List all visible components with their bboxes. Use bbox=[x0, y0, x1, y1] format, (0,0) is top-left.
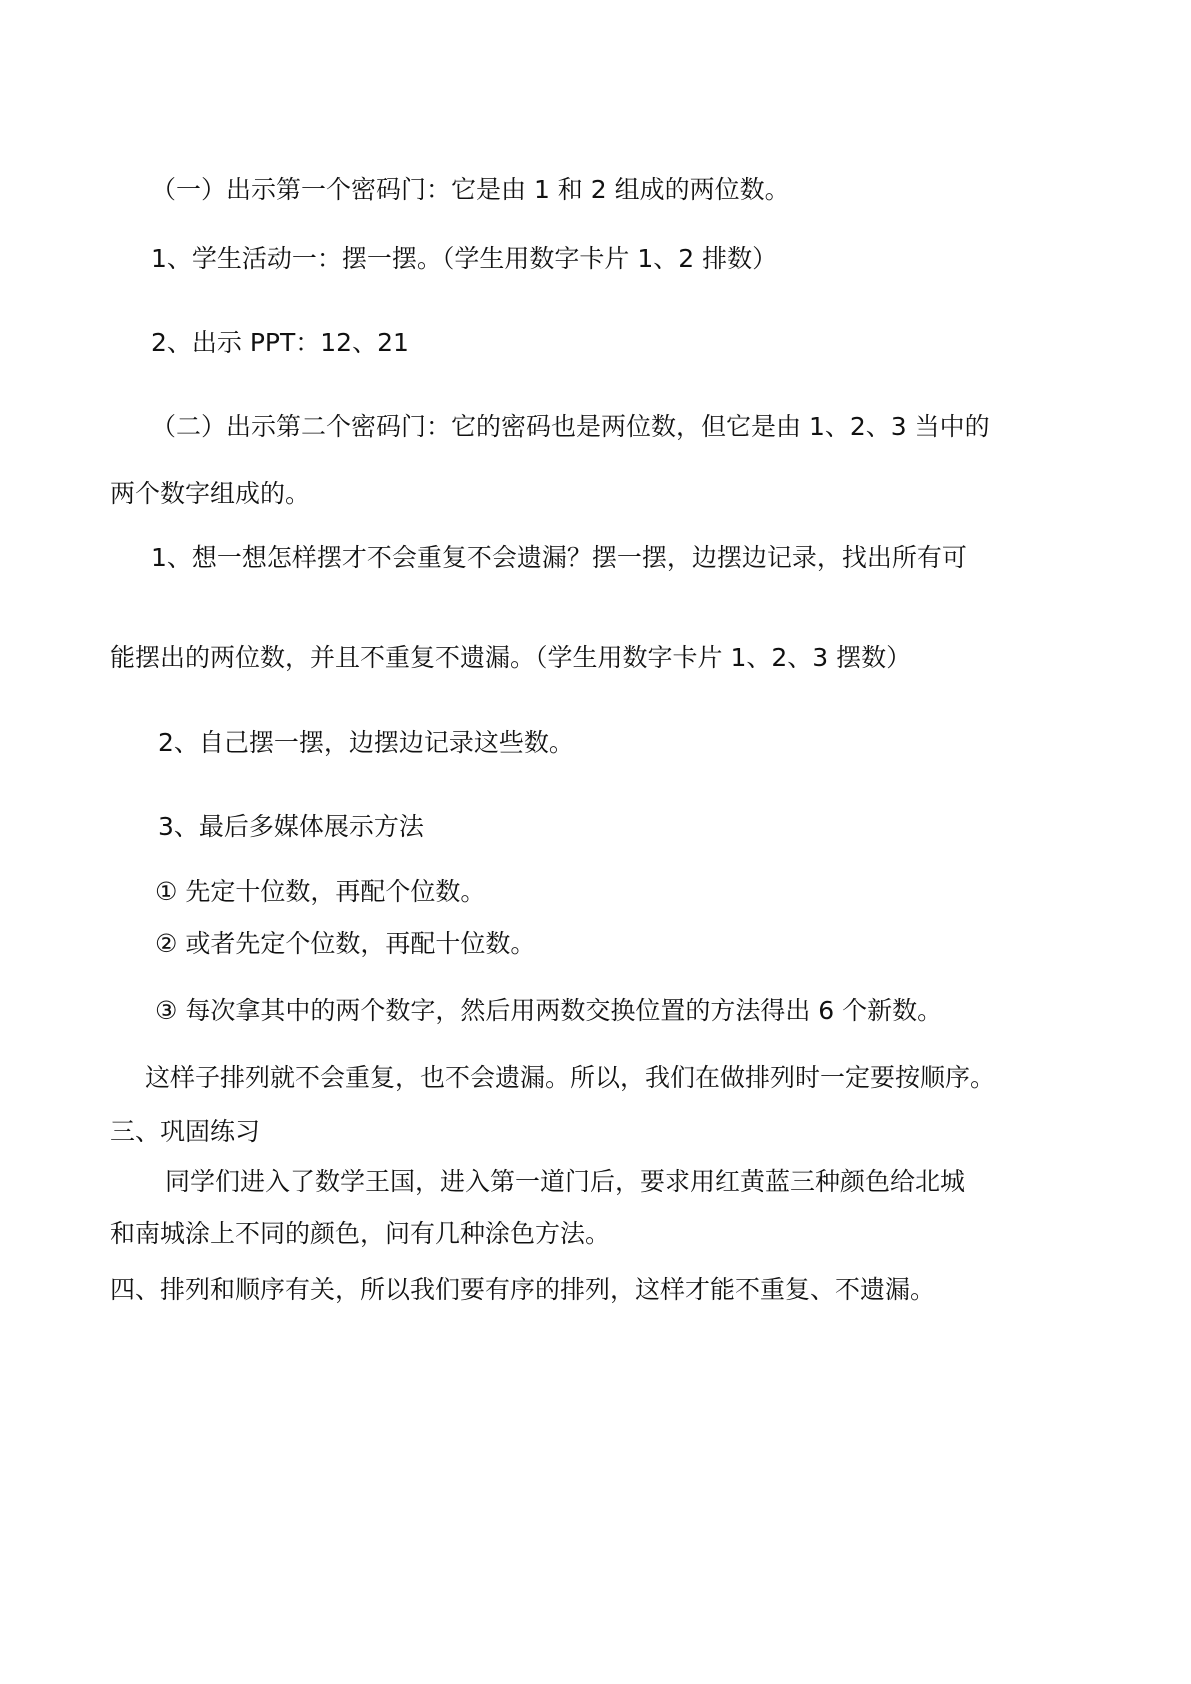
text-line: 2、出示 PPT：12、21 bbox=[151, 328, 409, 357]
text-line: 和南城涂上不同的颜色，问有几种涂色方法。 bbox=[110, 1219, 611, 1248]
text-line: 三、巩固练习 bbox=[110, 1117, 261, 1146]
text-line: 四、排列和顺序有关，所以我们要有序的排列，这样才能不重复、不遗漏。 bbox=[110, 1275, 936, 1304]
text-line: ① 先定十位数，再配个位数。 bbox=[155, 877, 486, 906]
text-line: 2、自己摆一摆，边摆边记录这些数。 bbox=[158, 728, 574, 757]
text-line: 同学们进入了数学王国，进入第一道门后，要求用红黄蓝三种颜色给北城 bbox=[165, 1167, 966, 1196]
text-line: ③ 每次拿其中的两个数字，然后用两数交换位置的方法得出 6 个新数。 bbox=[155, 996, 943, 1025]
text-line: 两个数字组成的。 bbox=[110, 479, 311, 508]
text-line: （一）出示第一个密码门：它是由 1 和 2 组成的两位数。 bbox=[151, 175, 790, 204]
text-line: 3、最后多媒体展示方法 bbox=[158, 812, 424, 841]
text-line: 1、学生活动一：摆一摆。（学生用数字卡片 1、2 排数） bbox=[151, 244, 778, 273]
text-line: （二）出示第二个密码门：它的密码也是两位数，但它是由 1、2、3 当中的 bbox=[151, 412, 990, 441]
text-line: 1、想一想怎样摆才不会重复不会遗漏？摆一摆，边摆边记录，找出所有可 bbox=[151, 543, 967, 572]
text-line: ② 或者先定个位数，再配十位数。 bbox=[155, 929, 536, 958]
text-line: 这样子排列就不会重复，也不会遗漏。所以，我们在做排列时一定要按顺序。 bbox=[145, 1063, 996, 1092]
text-line: 能摆出的两位数，并且不重复不遗漏。（学生用数字卡片 1、2、3 摆数） bbox=[110, 643, 912, 672]
